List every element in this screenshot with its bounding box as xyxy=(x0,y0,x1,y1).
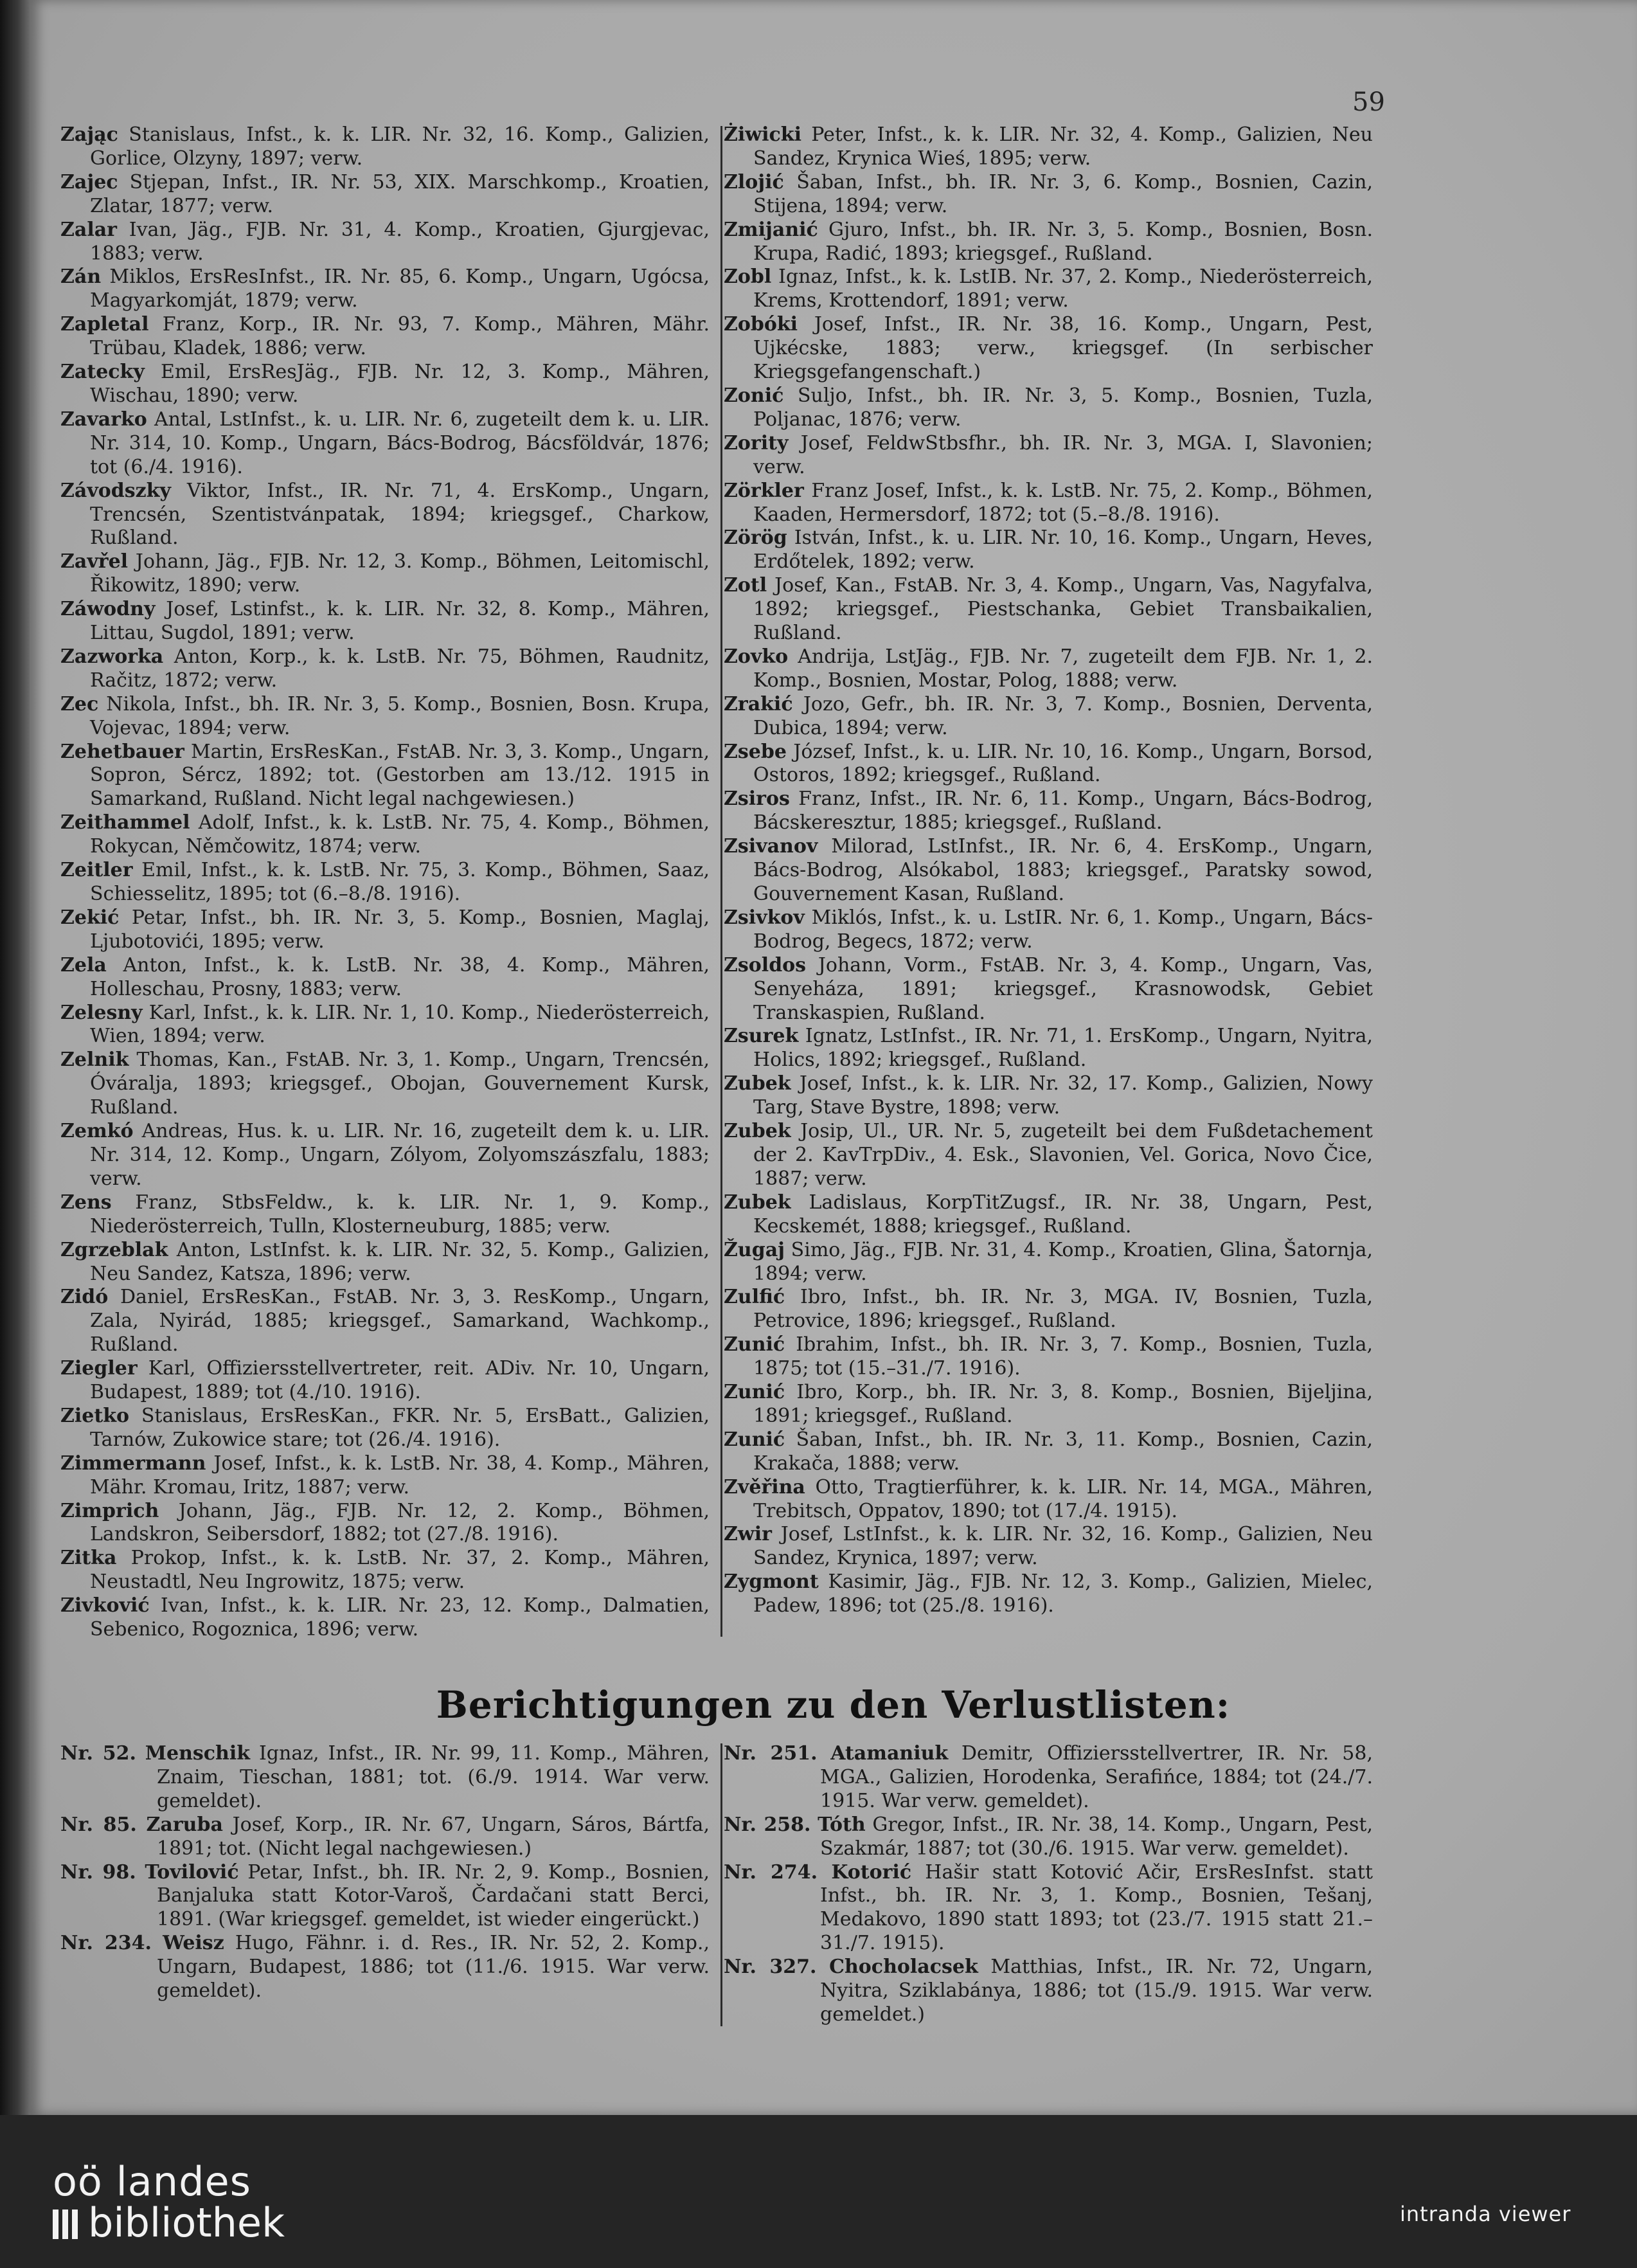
entry-details: Franz, Korp., IR. Nr. 93, 7. Komp., Mähren, Mähr. Trübau, Kladek, 1886; verw. xyxy=(90,313,710,360)
casualty-entry xyxy=(60,1002,710,1049)
entry-details: Stjepan, Infst., IR. Nr. 53, XIX. Marschkomp., Kroatien, Zlatar, 1877; verw. xyxy=(90,170,710,217)
entry-details: Hašir statt Kotović Ačir, ErsResInfst. statt Infst., bh. IR. Nr. 3, 1. Komp., Bosnien, Tešanj, Medakovo, 1890 statt 1893; tot (23./7. 1915 statt 21.–31./7. 1915). xyxy=(820,1860,1373,1955)
casualty-entry xyxy=(724,123,1373,171)
entry-surname: Zimprich xyxy=(60,1499,159,1522)
entry-details: Matthias, Infst., IR. Nr. 72, Ungarn, Nyitra, Sziklabánya, 1886; tot (15./9. 1915. War verw. gemeldet.) xyxy=(820,1956,1373,2026)
list-number: Nr. 98. xyxy=(60,1860,136,1884)
entry-surname: Zec xyxy=(60,692,99,716)
entry-details: Ladislaus, KorpTitZugsf., IR. Nr. 38, Ungarn, Pest, Kecskemét, 1888; kriegsgef., Rußland. xyxy=(753,1191,1373,1238)
entry-surname: Zalar xyxy=(60,218,117,241)
entry-surname: Zsoldos xyxy=(724,953,807,977)
entry-details: Anton, Korp., k. k. LstB. Nr. 75, Böhmen, Raudnitz, Račitz, 1872; verw. xyxy=(90,645,710,692)
entry-surname: Zmijanić xyxy=(724,218,818,241)
list-number: Nr. 274. xyxy=(724,1860,818,1884)
entry-details: Hugo, Fähnr. i. d. Res., IR. Nr. 52, 2. Komp., Ungarn, Budapest, 1886; tot (11./6. 1915. War verw. gemeldet). xyxy=(157,1932,710,2003)
entry-surname: Zunić xyxy=(724,1333,785,1356)
casualty-entry xyxy=(724,788,1373,835)
entry-surname: Chocholacsek xyxy=(829,1956,978,1979)
entry-surname: Zovko xyxy=(724,645,789,668)
casualty-entry xyxy=(724,835,1373,906)
entry-details: Johann, Jäg., FJB. Nr. 12, 3. Komp., Böhmen, Leitomischl, Řikowitz, 1890; verw. xyxy=(90,550,710,597)
entry-details: Josef, Lstinfst., k. k. LIR. Nr. 32, 8. Komp., Mähren, Littau, Sugdol, 1891; verw. xyxy=(90,598,710,645)
entry-surname: Zotl xyxy=(724,574,767,597)
entry-surname: Zonić xyxy=(724,384,784,407)
entry-surname: Zrakić xyxy=(724,692,793,716)
library-logo[interactable] xyxy=(53,2158,285,2246)
entry-details: Franz Josef, Infst., k. k. LstB. Nr. 75, 2. Komp., Böhmen, Kaaden, Hermersdorf, 1872; tot (5.–8./8. 1916). xyxy=(753,479,1373,526)
entry-details: Viktor, Infst., IR. Nr. 71, 4. ErsKomp., Ungarn, Trencsén, Szentistvánpatak, 1894; kriegsgef., Charkow, Rußland. xyxy=(90,479,710,550)
casualty-entry xyxy=(724,1476,1373,1524)
casualty-entry xyxy=(60,123,710,171)
casualty-entry xyxy=(60,1452,710,1500)
casualty-entry xyxy=(724,1239,1373,1286)
entry-details: Ibro, Infst., bh. IR. Nr. 3, MGA. IV, Bosnien, Tuzla, Petrovice, 1896; kriegsgef., Rußland. xyxy=(753,1286,1373,1333)
entry-details: Jozo, Gefr., bh. IR. Nr. 3, 7. Komp., Bosnien, Derventa, Dubica, 1894; verw. xyxy=(753,692,1373,739)
entry-details: Miklos, ErsResInfst., IR. Nr. 85, 6. Komp., Ungarn, Ugócsa, Magyarkomját, 1879; verw. xyxy=(90,266,710,312)
entry-surname: Zidó xyxy=(60,1286,109,1309)
entry-details: Josef, Infst., IR. Nr. 38, 16. Komp., Ungarn, Pest, Ujkécske, 1883; verw., kriegsgef. (In serbischer Kriegsgefangenschaft.) xyxy=(753,313,1373,384)
entry-surname: Zimmermann xyxy=(60,1452,206,1475)
entry-surname: Zörög xyxy=(724,526,787,550)
casualty-entry xyxy=(60,645,710,693)
entry-surname: Zsivanov xyxy=(724,835,818,858)
casualty-entry xyxy=(724,432,1373,480)
viewer-label: intranda viewer xyxy=(1400,2202,1571,2226)
entry-details: Stanislaus, ErsResKan., FKR. Nr. 5, ErsBatt., Galizien, Tarnów, Zukowice stare; tot (26./4. 1916). xyxy=(90,1404,710,1451)
left-column xyxy=(60,123,710,1642)
casualty-entry xyxy=(60,811,710,859)
correction-entry xyxy=(724,1814,1373,1861)
list-number: Nr. 258. xyxy=(724,1813,811,1836)
entry-surname: Zsurek xyxy=(724,1025,799,1048)
casualty-entry xyxy=(60,906,710,954)
entry-surname: Zemkó xyxy=(60,1120,134,1143)
entry-surname: Zela xyxy=(60,953,107,977)
entry-details: Ignaz, Infst., IR. Nr. 99, 11. Komp., Mähren, Znaim, Tieschan, 1881; tot. (6./9. 1914. War verw. gemeldet). xyxy=(157,1742,710,1812)
entry-surname: Zulfić xyxy=(724,1286,785,1309)
correction-entry xyxy=(724,1742,1373,1814)
entry-details: Franz, Infst., IR. Nr. 6, 11. Komp., Ungarn, Bács-Bodrog, Bácskeresztur, 1885; kriegsgef., Rußland. xyxy=(753,788,1373,834)
entry-surname: Zekić xyxy=(60,906,120,929)
entry-surname: Zán xyxy=(60,266,102,289)
entry-details: Ivan, Jäg., FJB. Nr. 31, 4. Komp., Kroatien, Gjurgjevac, 1883; verw. xyxy=(90,218,710,265)
casualty-entry xyxy=(60,1547,710,1594)
entry-surname: Zsivkov xyxy=(724,906,805,929)
entry-details: Karl, Offiziersstellvertreter, reit. ADiv. Nr. 10, Ungarn, Budapest, 1889; tot (4./10. 1916). xyxy=(90,1357,710,1404)
entry-surname: Zavarko xyxy=(60,408,147,431)
entry-details: Johann, Jäg., FJB. Nr. 12, 2. Komp., Böhmen, Landskron, Seibersdorf, 1882; tot (27./8. 1916). xyxy=(90,1499,710,1546)
casualty-entry xyxy=(60,598,710,645)
entry-surname: Zatecky xyxy=(60,361,145,384)
entry-details: Milorad, LstInfst., IR. Nr. 6, 4. ErsKomp., Ungarn, Bács-Bodrog, Alsókabol, 1883; kriegsgef., Paratsky sowod, Gouvernement Kasan, Rußland. xyxy=(753,835,1373,905)
casualty-entry xyxy=(60,1405,710,1452)
list-number: Nr. 234. xyxy=(60,1932,152,1955)
casualty-entry xyxy=(724,1523,1373,1571)
entry-details: Ivan, Infst., k. k. LIR. Nr. 23, 12. Komp., Dalmatien, Sebenico, Rogoznica, 1896; verw. xyxy=(90,1594,710,1641)
casualty-entry xyxy=(724,219,1373,266)
entry-details: Peter, Infst., k. k. LIR. Nr. 32, 4. Komp., Galizien, Neu Sandez, Krynica Wieś, 1895; verw. xyxy=(753,123,1373,170)
entry-details: Josef, Korp., IR. Nr. 67, Ungarn, Sáros, Bártfa, 1891; tot. (Nicht legal nachgewiesen.) xyxy=(157,1813,710,1860)
entry-surname: Ziegler xyxy=(60,1357,138,1380)
casualty-entry xyxy=(724,1571,1373,1618)
entry-surname: Zwir xyxy=(724,1523,772,1546)
entry-details: Emil, ErsResJäg., FJB. Nr. 12, 3. Komp., Mähren, Wischau, 1890; verw. xyxy=(90,361,710,407)
entry-surname: Zsiros xyxy=(724,788,790,811)
entry-surname: Žugaj xyxy=(724,1238,785,1261)
entry-surname: Kotorić xyxy=(831,1860,912,1884)
casualty-entry xyxy=(724,693,1373,741)
casualty-entry xyxy=(724,1428,1373,1476)
entry-surname: Zajec xyxy=(60,170,118,194)
entry-details: Thomas, Kan., FstAB. Nr. 3, 1. Komp., Ungarn, Trencsén, Óváralja, 1893; kriegsgef., Obojan, Gouvernement Kursk, Rußland. xyxy=(90,1048,710,1119)
entry-details: Suljo, Infst., bh. IR. Nr. 3, 5. Komp., Bosnien, Tuzla, Poljanac, 1876; verw. xyxy=(753,384,1373,431)
casualty-entry xyxy=(60,550,710,598)
entry-surname: Zubek xyxy=(724,1191,791,1214)
entry-surname: Zubek xyxy=(724,1072,791,1095)
casualty-entry xyxy=(60,408,710,480)
casualty-entry xyxy=(724,1381,1373,1428)
entry-details: Kasimir, Jäg., FJB. Nr. 12, 3. Komp., Galizien, Mielec, Padew, 1896; tot (25./8. 1916). xyxy=(753,1571,1373,1617)
list-number: Nr. 327. xyxy=(724,1956,817,1979)
logo-bars-icon xyxy=(53,2205,82,2246)
entry-details: Daniel, ErsResKan., FstAB. Nr. 3, 3. ResKomp., Ungarn, Zala, Nyirád, 1885; kriegsgef., Samarkand, Wachkomp., Rußland. xyxy=(90,1286,710,1356)
casualty-entry xyxy=(60,954,710,1002)
entry-surname: Zgrzeblak xyxy=(60,1238,168,1261)
entry-surname: Zvěřina xyxy=(724,1475,805,1498)
entry-surname: Zavřel xyxy=(60,550,129,573)
casualty-entry xyxy=(60,219,710,266)
entry-details: Ignaz, Infst., k. k. LstIB. Nr. 37, 2. Komp., Niederösterreich, Krems, Krottendorf, 1891; verw. xyxy=(753,266,1373,312)
casualty-entry xyxy=(60,1594,710,1642)
right-column xyxy=(724,123,1373,1618)
casualty-entry xyxy=(60,741,710,812)
casualty-entry xyxy=(724,954,1373,1025)
casualty-entry xyxy=(724,574,1373,645)
entry-details: Josef, FeldwStbsfhr., bh. IR. Nr. 3, MGA. I, Slavonien; verw. xyxy=(753,431,1373,478)
entry-surname: Zobl xyxy=(724,266,772,289)
entry-surname: Zelnik xyxy=(60,1048,129,1072)
casualty-entry xyxy=(724,1120,1373,1191)
casualty-entry xyxy=(60,1048,710,1120)
correction-entry xyxy=(60,1814,710,1861)
entry-details: Prokop, Infst., k. k. LstB. Nr. 37, 2. Komp., Mähren, Neustadtl, Neu Ingrowitz, 1875; verw. xyxy=(90,1547,710,1594)
entry-surname: Zazworka xyxy=(60,645,164,668)
entry-details: Anton, LstInfst. k. k. LIR. Nr. 32, 5. Komp., Galizien, Neu Sandez, Katsza, 1896; verw. xyxy=(90,1238,710,1285)
entry-surname: Zunić xyxy=(724,1428,785,1451)
entry-details: József, Infst., k. u. LIR. Nr. 10, 16. Komp., Ungarn, Borsod, Ostoros, 1892; kriegsgef., Rußland. xyxy=(753,740,1373,787)
entry-details: Andrija, LstJäg., FJB. Nr. 7, zugeteilt dem FJB. Nr. 1, 2. Komp., Bosnien, Mostar, Polog, 1888; verw. xyxy=(753,645,1373,692)
entry-surname: Zority xyxy=(724,431,789,455)
correction-entry xyxy=(724,1861,1373,1956)
entry-surname: Tovilović xyxy=(145,1860,239,1884)
entry-surname: Zelesny xyxy=(60,1001,143,1024)
list-number: Nr. 52. xyxy=(60,1742,136,1765)
corrections-right-column xyxy=(724,1742,1373,2027)
entry-surname: Weisz xyxy=(163,1932,224,1955)
casualty-entry xyxy=(724,313,1373,384)
corrections-left-column xyxy=(60,1742,710,2003)
casualty-entry xyxy=(60,1191,710,1239)
entry-details: Karl, Infst., k. k. LIR. Nr. 1, 10. Komp., Niederösterreich, Wien, 1894; verw. xyxy=(90,1001,710,1048)
entry-surname: Zivković xyxy=(60,1594,150,1617)
casualty-entry xyxy=(724,171,1373,219)
entry-surname: Tóth xyxy=(818,1813,866,1836)
casualty-entry xyxy=(724,384,1373,432)
entry-details: Ignatz, LstInfst., IR. Nr. 71, 1. ErsKomp., Ungarn, Nyitra, Holics, 1892; kriegsgef., Rußland. xyxy=(753,1025,1373,1072)
corrections-divider xyxy=(720,1743,722,2026)
entry-details: Ibro, Korp., bh. IR. Nr. 3, 8. Komp., Bosnien, Bijeljina, 1891; kriegsgef., Rußland. xyxy=(753,1381,1373,1427)
entry-details: Petar, Infst., bh. IR. Nr. 3, 5. Komp., Bosnien, Maglaj, Ljubotovići, 1895; verw. xyxy=(90,906,710,953)
casualty-entry xyxy=(724,266,1373,313)
logo-text-line1: oö landes xyxy=(53,2158,251,2205)
entry-details: Anton, Infst., k. k. LstB. Nr. 38, 4. Komp., Mähren, Holleschau, Prosny, 1883; verw. xyxy=(90,953,710,1000)
entry-details: Martin, ErsResKan., FstAB. Nr. 3, 3. Komp., Ungarn, Sopron, Sércz, 1892; tot. (Gestorben am 13./12. 1915 in Samarkand, Rußland. Nicht legal nachgewiesen.) xyxy=(90,740,710,811)
correction-entry xyxy=(60,1861,710,1932)
casualty-entry xyxy=(724,1286,1373,1333)
entry-details: Emil, Infst., k. k. LstB. Nr. 75, 3. Komp., Böhmen, Saaz, Schiesselitz, 1895; tot (6.–8./8. 1916). xyxy=(90,859,710,905)
casualty-entry xyxy=(60,1239,710,1286)
casualty-entry xyxy=(60,1500,710,1547)
page-number: 59 xyxy=(1352,87,1385,117)
entry-details: Ibrahim, Infst., bh. IR. Nr. 3, 7. Komp., Bosnien, Tuzla, 1875; tot (15.–31./7. 1916). xyxy=(753,1333,1373,1380)
casualty-entry xyxy=(724,1025,1373,1072)
entry-details: Adolf, Infst., k. k. LstB. Nr. 75, 4. Komp., Böhmen, Rokycan, Němčowitz, 1874; verw. xyxy=(90,811,710,858)
entry-details: Otto, Tragtierführer, k. k. LIR. Nr. 14, MGA., Mähren, Trebitsch, Oppatov, 1890; tot (17./4. 1915). xyxy=(753,1475,1373,1522)
entry-surname: Zlojić xyxy=(724,170,784,194)
casualty-entry xyxy=(724,741,1373,788)
entry-details: Johann, Vorm., FstAB. Nr. 3, 4. Komp., Ungarn, Vas, Senyeháza, 1891; kriegsgef., Krasnowodsk, Gebiet Transkaspien, Rußland. xyxy=(753,953,1373,1024)
entry-details: Josef, LstInfst., k. k. LIR. Nr. 32, 16. Komp., Galizien, Neu Sandez, Krynica, 1897; verw. xyxy=(753,1523,1373,1570)
correction-entry xyxy=(60,1932,710,2003)
entry-surname: Zając xyxy=(60,123,118,146)
casualty-entry xyxy=(724,1072,1373,1120)
casualty-entry xyxy=(60,361,710,408)
casualty-entry xyxy=(724,480,1373,527)
casualty-entry xyxy=(60,480,710,551)
entry-details: Šaban, Infst., bh. IR. Nr. 3, 6. Komp., Bosnien, Cazin, Stijena, 1894; verw. xyxy=(753,170,1373,217)
entry-surname: Atamaniuk xyxy=(830,1742,949,1765)
entry-surname: Zitka xyxy=(60,1547,117,1570)
entry-surname: Zeithammel xyxy=(60,811,190,834)
entry-details: István, Infst., k. u. LIR. Nr. 10, 16. Komp., Ungarn, Heves, Erdőtelek, 1892; verw. xyxy=(753,526,1373,573)
entry-surname: Zeitler xyxy=(60,859,133,882)
entry-surname: Zygmont xyxy=(724,1571,819,1594)
entry-details: Stanislaus, Infst., k. k. LIR. Nr. 32, 16. Komp., Galizien, Gorlice, Olzyny, 1897; verw. xyxy=(90,123,710,170)
entry-details: Simo, Jäg., FJB. Nr. 31, 4. Komp., Kroatien, Glina, Šatornja, 1894; verw. xyxy=(753,1238,1373,1285)
entry-surname: Żiwicki xyxy=(724,123,801,146)
entry-details: Andreas, Hus. k. u. LIR. Nr. 16, zugeteilt dem k. u. LIR. Nr. 314, 12. Komp., Ungarn, Zólyom, Zolyomszászfalu, 1883; verw. xyxy=(90,1120,710,1190)
casualty-entry xyxy=(724,1191,1373,1239)
correction-entry xyxy=(724,1956,1373,2027)
entry-details: Gregor, Infst., IR. Nr. 38, 14. Komp., Ungarn, Pest, Szakmár, 1887; tot (30./6. 1915. War verw. gemeldet). xyxy=(820,1813,1373,1860)
entry-details: Josef, Infst., k. k. LIR. Nr. 32, 17. Komp., Galizien, Nowy Targ, Stave Bystre, 1898; verw. xyxy=(753,1072,1373,1119)
casualty-entry xyxy=(724,906,1373,954)
casualty-entry xyxy=(60,1357,710,1405)
casualty-entry xyxy=(60,859,710,906)
entry-details: Petar, Infst., bh. IR. Nr. 2, 9. Komp., Bosnien, Banjaluka statt Kotor-Varoš, Čardačani statt Berci, 1891. (War kriegsgef. gemeldet, ist wieder eingerückt.) xyxy=(157,1860,710,1931)
casualty-entry xyxy=(724,645,1373,693)
entry-surname: Záwodny xyxy=(60,598,156,621)
entry-details: Josip, Ul., UR. Nr. 5, zugeteilt bei dem Fußdetachement der 2. KavTrpDiv., 4. Esk., Slavonien, Vel. Gorica, Novo Čice, 1887; verw. xyxy=(753,1120,1373,1190)
entry-details: Gjuro, Infst., bh. IR. Nr. 3, 5. Komp., Bosnien, Bosn. Krupa, Radić, 1893; kriegsgef., Rußland. xyxy=(753,218,1373,265)
entry-surname: Menschik xyxy=(145,1742,251,1765)
casualty-entry xyxy=(60,171,710,219)
entry-details: Josef, Kan., FstAB. Nr. 3, 4. Komp., Ungarn, Vas, Nagyfalva, 1892; kriegsgef., Piestschanka, Gebiet Transbaikalien, Rußland. xyxy=(753,574,1373,645)
entry-surname: Zens xyxy=(60,1191,112,1214)
scanned-page xyxy=(30,0,1637,2115)
entry-details: Josef, Infst., k. k. LstB. Nr. 38, 4. Komp., Mähren, Mähr. Kromau, Iritz, 1887; verw. xyxy=(90,1452,710,1498)
entry-details: Miklós, Infst., k. u. LstIR. Nr. 6, 1. Komp., Ungarn, Bács-Bodrog, Begecs, 1872; verw. xyxy=(753,906,1373,953)
entry-details: Šaban, Infst., bh. IR. Nr. 3, 11. Komp., Bosnien, Cazin, Krakača, 1888; verw. xyxy=(753,1428,1373,1475)
casualty-entry xyxy=(724,1333,1373,1381)
corrections-heading: Berichtigungen zu den Verlustlisten: xyxy=(436,1683,1231,1727)
casualty-entry xyxy=(60,266,710,313)
entry-surname: Zsebe xyxy=(724,740,787,763)
entry-surname: Zubek xyxy=(724,1120,791,1143)
casualty-entry xyxy=(724,526,1373,574)
logo-text-line2: bibliothek xyxy=(88,2199,285,2246)
entry-surname: Zapletal xyxy=(60,313,149,336)
entry-surname: Zörkler xyxy=(724,479,804,502)
entry-details: Demitr, Offiziersstellvertrer, IR. Nr. 58, MGA., Galizien, Horodenka, Serafińce, 1884; tot (24./7. 1915. War verw. gemeldet). xyxy=(820,1742,1373,1812)
casualty-entry xyxy=(60,1286,710,1357)
casualty-entry xyxy=(60,313,710,361)
entry-details: Franz, StbsFeldw., k. k. LIR. Nr. 1, 9. Komp., Niederösterreich, Tulln, Klosterneuburg, 1885; verw. xyxy=(90,1191,710,1238)
entry-surname: Zietko xyxy=(60,1404,130,1427)
casualty-entry xyxy=(60,693,710,741)
correction-entry xyxy=(60,1742,710,1814)
entry-surname: Zobóki xyxy=(724,313,798,336)
book-spine-shadow xyxy=(0,0,30,2268)
entry-surname: Zehetbauer xyxy=(60,740,184,763)
entry-surname: Zaruba xyxy=(146,1813,223,1836)
entry-surname: Zunić xyxy=(724,1381,785,1404)
list-number: Nr. 251. xyxy=(724,1742,818,1765)
list-number: Nr. 85. xyxy=(60,1813,137,1836)
entry-details: Antal, LstInfst., k. u. LIR. Nr. 6, zugeteilt dem k. u. LIR. Nr. 314, 10. Komp., Ungarn, Bács-Bodrog, Bácsföldvár, 1876; tot (6./4. 1916). xyxy=(90,408,710,478)
column-divider xyxy=(720,126,722,1637)
casualty-entry xyxy=(60,1120,710,1191)
entry-details: Nikola, Infst., bh. IR. Nr. 3, 5. Komp., Bosnien, Bosn. Krupa, Vojevac, 1894; verw. xyxy=(90,692,710,739)
entry-surname: Závodszky xyxy=(60,479,171,502)
